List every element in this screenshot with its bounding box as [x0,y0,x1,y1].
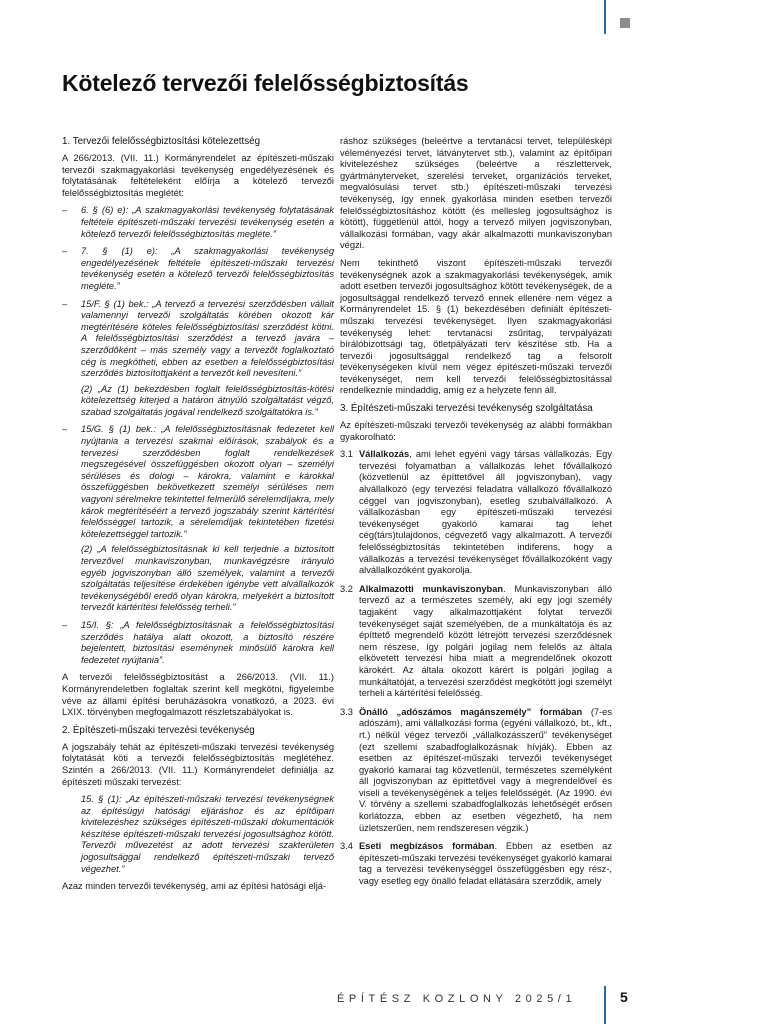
quotation: 15. § (1): „Az építészeti-műszaki tervezési tevékenységnek az építésügyi hatósági eljáráshoz és az építőipari kivitelezéshez szükséges építészeti-műszaki dokumentációk készítése építészeti-műszaki tervezési jogosultsághoz kötött. Tervezői művezetést az adott tervezési szakterületen jogosultsággal rendelkező építészeti-műszaki tervező végezhet.” [81,794,334,874]
list-subparagraph: (2) „Az (1) bekezdésben foglalt felelősségbiztosítás-kötési kötelezettség kiterjed a határon átnyúló szolgáltatást végző, szabad szolgáltatás jogával rendelkező szolgáltatókra is.” [81,383,334,417]
item-number: 3.4 [340,841,353,852]
section-heading-1: 1. Tervezői felelősségbiztosítási kötelezettség [62,136,261,147]
list-item: – 15/G. § (1) bek.: „A felelősségbiztosításnak fedezetet kell nyújtania a tervezési szakmai előírások, szabályok és a tervezési szerződésben foglalt rendelkezések megszegésével összefüggésben okozott olyan – személyi sérüléses és dologi – károkra, valamint e károkkal összefüggésben bekövetkezett személyi sérüléses nem vagyoni sérelmekre tekintettel felmerülő sérelemdíjakra, mely károk megtérítéséért a tervező jogszabály szerint kártérítési felelősséggel tartozik, a sérelemdíjak tekintetében fizetési kötelezettséggel tartozik.” (2) „A felelősségbiztosításnak ki kell terjednie a biztosított tervezővel munkaviszonyban, munkavégzésre irányuló egyéb jogviszonyban álló személyek, valamint a tervezői szolgáltatás teljesítése érdekében igénybe vett alvállalkozók tevékenységéből eredő olyan károkra, melyekért a biztosított tervezőt kártérítési felelősség terheli.” [62,424,334,614]
paragraph: A 266/2013. (VII. 11.) Kormányrendelet az építészeti-műszaki tervezői szakmagyakorlási tevékenység engedélyezésének és folytatásának feltételeként előírja a kötelező tervezői felelősségbiztosítás meglétét: [62,153,334,198]
item-term: Eseti megbízásos formában [359,841,495,852]
left-column [62,136,334,899]
item-text: . Munkaviszonyban álló tervező az a természetes személy, aki egy jogi személy tagjaként vagy alkalmazottjaként folytat tervezői tevékenységet saját személyében, de a munkáltatója és az építtető megrendelő között létrejött tervezési szerződésnek nem részese, így polgári jogilag nem felelős az általa elkövetett tervezési hiba miatt a megrendelőnek okozott károkért. Az általa okozott kárért is polgári jogilag a munkáltatóját, a tervezési szerződést megkötött jogi személyt terheli a kártérítési felelősség. [359,583,612,699]
numbered-item [340,584,612,700]
item-text: . Ebben az esetben az építészeti-műszaki tervezési tevékenységet gyakorló kamarai tag a tervezési tevékenységgel összefüggésben egy rész-, vagy esetleg egy önálló feladat ellátására szerződik, amely [359,841,612,887]
top-divider-line [604,0,606,34]
list-item: – 7. § (1) e): „A szakmagyakorlási tevékenység engedélyezésének feltétele építészeti-műszaki tervezési tevékenység esetén a kötelező tervezői felelősségbiztosítás megléte.” [62,246,334,292]
list-subparagraph: (2) „A felelősségbiztosításnak ki kell terjednie a biztosított tervezővel munkaviszonyban, munkavégzésre irányuló egyéb jogviszonyban álló személyek, valamint a tervezői szolgáltatás teljesítése érdekében igénybe vett alvállalkozók tevékenységéből eredő olyan károkra, melyekért a biztosított tervezőt kártérítési felelősség terheli.” [81,544,334,613]
corner-marker [620,18,630,28]
item-text: (7-es adószám), ami vállalkozási forma (egyéni vállalkozó, bt., kft., rt.) nélkül végez tervezői „vállalkozásszerű” tevékenységet (ezt szellemi szabadfoglalkozásnak hívják). Ebben az esetben az építészet-műszaki tervezői tevékenységet gyakorló kamarai tag közvetlenül, természetes személyként áll jogviszonyban az építtetővel vagy a megrendelővel és viseli a tevékenységének a teljes felelősségét. (Az 1990. évi V. törvény a szellemi szabadfoglalkozás lehetőségét erősen korlátozza, ebben az esetben végezhető, ha nem üzletszerűen, nem rendszeresen végzik.) [359,706,612,833]
paragraph: A jogszabály tehát az építészeti-műszaki tervezési tevékenység folytatását köti a tervezői felelősségbiztosítás meglétéhez. Szintén a 266/2013. (VII. 11.) Kormányrendelet definiálja az építészeti műszaki tervezést: [62,741,334,787]
bottom-divider-line [604,986,606,1024]
paragraph: Nem tekinthető viszont építészeti-műszaki tervezői tevékenységnek azok a szakmagyakorlási tevékenységek, amik adott esetben tervezői jogosultsághoz kötött tevékenységek, de a jogosultsággal rendelkező tervező ennek ellenére nem végez a Kormányrendelet 15. § (1) bekezdésében definiált építészeti-műszaki tervezési tevékenységet. Ilyen szakmagyakorlási tevékenység lehet: tervtanácsi zsűritag, tervpályázati bírálóbizottsági tag, ötletpályázati terv készítése stb. Ha a tervezői jogosultsággal rendelkező tag a felsorolt tevékenységeken kívül nem végez építészeti-műszaki tervezői tevékenységet, nem kell tervezői felelősségbiztosítással rendelkeznie mindaddig, amíg ez a helyzete fenn áll. [340,257,612,396]
numbered-item [340,449,612,577]
item-text: , ami lehet egyéni vagy társas vállalkozás. Egy tervezési folyamatban a vállalkozás lehet fővállalkozó (közvetlenül az építtetővel áll jogviszonyban), vagy alvállalkozó (egy tervezési feladatra vállalkozó fővállalkozó céggel van jogviszonyban), esetleg szubalvállalkozó. A vállalkozásban egy építészeti-műszaki tervezési tevékenységet gyakorló kamarai tag lehet cég(társ)tulajdonos, cégvezető vagy alkalmazott. A tervezői felelősségbiztosítás tekintetében indiferens, hogy a vállalkozás a tervezési tevékenységet fővállalkozóként vagy alvállalkozóként gyakorolja. [359,449,612,576]
numbered-item [340,707,612,835]
magazine-name: ÉPÍTÉSZ KOZLONY 2025/1 [337,993,577,1005]
list-item: – 6. § (6) e): „A szakmagyakorlási tevékenység folytatásának feltétele építészeti-műszaki tervezési tevékenység esetén a kötelező tervezői felelősségbiztosítás megléte.” [62,205,334,240]
section-heading-3: 3. Építészeti-műszaki tervezési tevékenység szolgáltatása [340,403,593,415]
regulation-list [62,205,334,666]
list-item: – 15/I. §: „A felelősségbiztosításnak a felelősségbiztosítási szerződés hatálya alatt okozott, a biztosító részére bejelentett, biztosítási eseménynek minősülő károkra kell fedezetet nyújtania”. [62,620,334,666]
item-term: Alkalmazotti munkaviszonyban [359,583,504,594]
item-number: 3.2 [340,583,353,594]
page-number: 5 [620,989,628,1005]
list-item: – 15/F. § (1) bek.: „A tervező a tervezési szerződésben vállalt valamennyi tervezői szolgáltatás körében okozott kár megtérítésére köteles felelősségbiztosítási szerződést kötni. A felelősségbiztosítási szerződést a tervező javára – szerződőként – más személy vagy a tervezőt foglalkoztató cég is megkötheti, ebben az esetben a felelősségbiztosítási szerződés biztosítottjaként a tervezőt kell nevesíteni.” (2) „Az (1) bekezdésben foglalt felelősségbiztosítás-kötési kötelezettség kiterjed a határon átnyúló szolgáltatást végző, szabad szolgáltatás jogával rendelkező szolgáltatókra is.” [62,299,334,419]
numbered-item [340,841,612,887]
item-term: Önálló „adószámos magánszemély” formában [359,706,583,717]
item-number: 3.1 [340,449,353,460]
item-term: Vállalkozás [359,449,410,460]
paragraph: Az építészeti-műszaki tervezői tevékenység az alábbi formákban gyakorolható: [340,420,612,442]
paragraph: A tervezői felelősségbiztosítást a 266/2013. (VII. 11.) Kormányrendeletben foglaltak szerint kell megkötni, figyelembe véve az állami építési beruházásokra vonatkozó, a 2023. évi LXIX. törvényben megfogalmazott részletszabályokat is. [62,672,334,718]
paragraph: Azaz minden tervezői tevékenység, ami az építési hatósági eljá- [62,881,327,892]
paragraph: ráshoz szükséges (beleértve a tervtanácsi tervet, településképi véleményezési tervet, látványtervet stb.), valamint az építőipari kivitelezéshez szükséges (beleértve a részlettervek, gyártmányterveket, szerelési terveket, organizációs terveket, megvalósulási tervet stb.) építészeti-műszaki tervezési tevékenység, így ennek gyakorlása minden esetben tervezői felelősségbiztosításhoz kötött (és mellesleg jogosultsághoz is kötött), függetlenül attól, hogy a tervező milyen jogviszonyban, vállalkozási formában, vagy akár alkalmazotti munkaviszonyban végzi. [340,136,612,251]
section-heading-2: 2. Építészeti-műszaki tervezési tevékenység [62,724,255,736]
page-title: Kötelező tervezői felelősségbiztosítás [62,70,469,96]
item-number: 3.3 [340,706,353,717]
right-column [340,136,612,895]
